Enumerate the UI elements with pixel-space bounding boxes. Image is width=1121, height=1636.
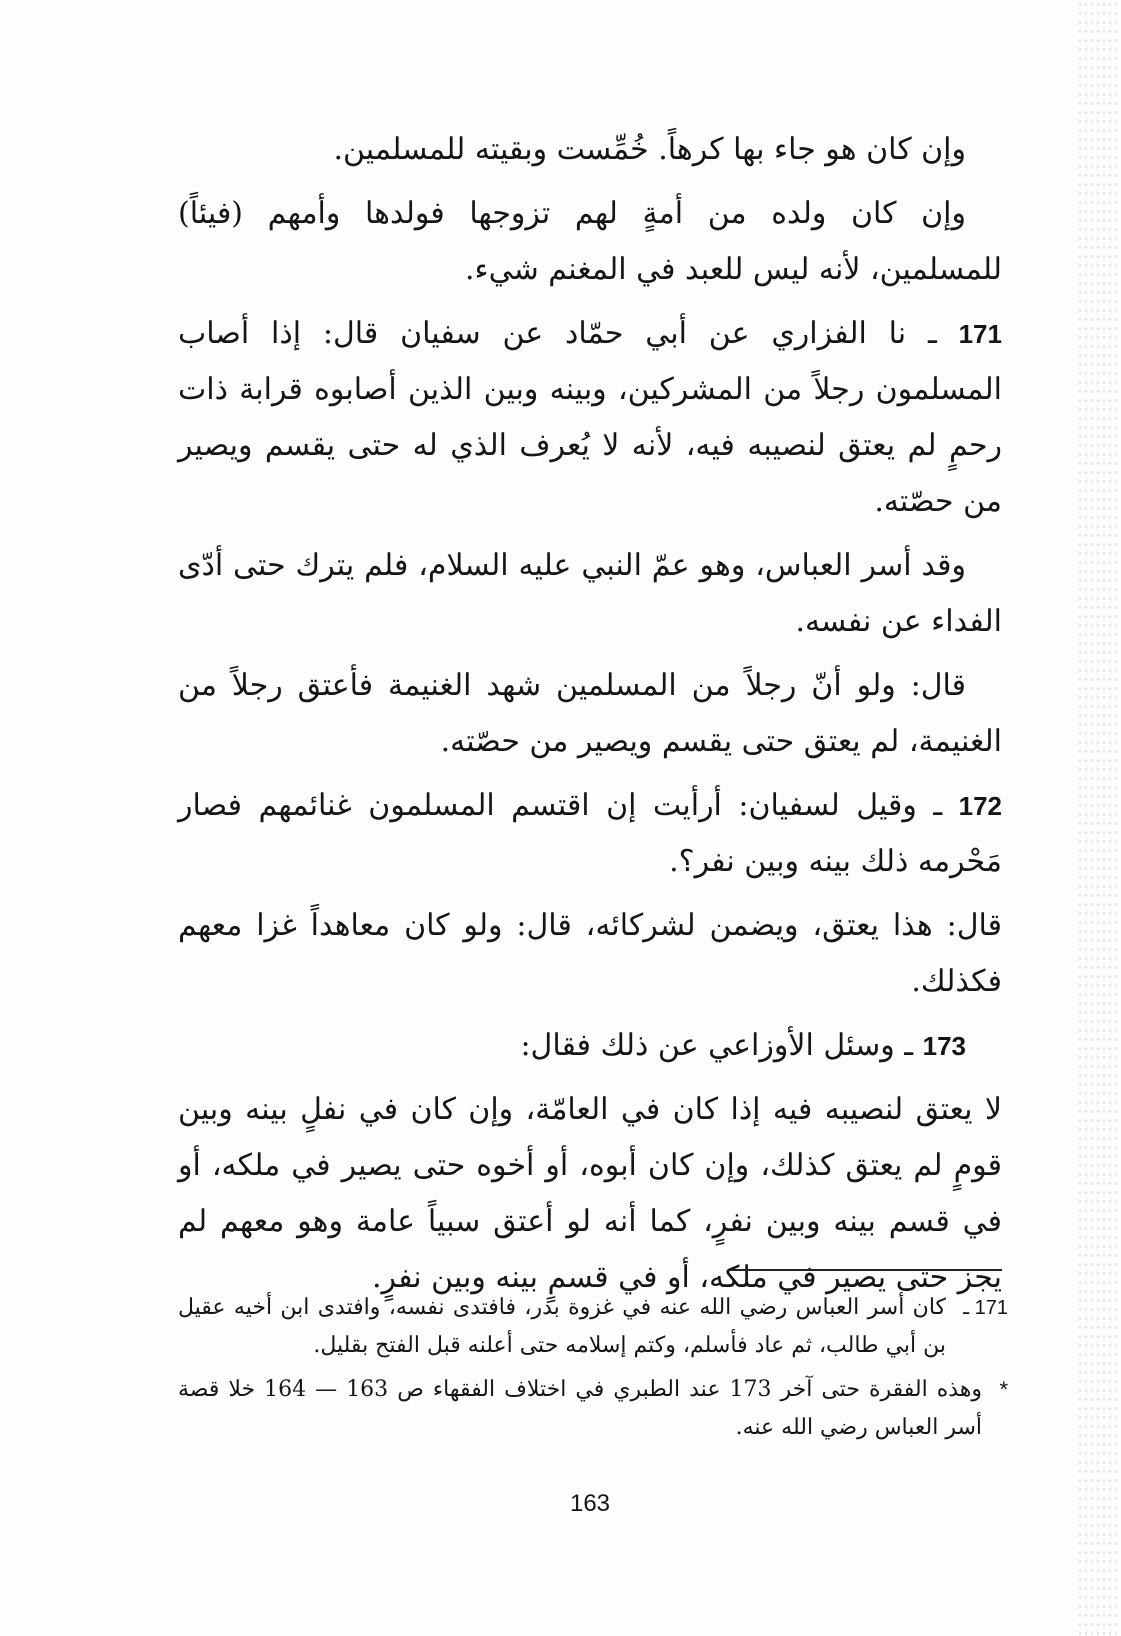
paragraph-173: 173 ـ وسئل الأوزاعي عن ذلك فقال: (520, 1028, 966, 1063)
footnote (178, 1371, 1008, 1447)
footnote-marker: * (999, 1377, 1008, 1402)
footnote (178, 1289, 1008, 1365)
page-number: 163 (569, 1490, 611, 1517)
footnote-marker: 171 ـ (963, 1297, 1008, 1319)
footnote-text: كان أسر العباس رضي الله عنه في غزوة بدر، فافتدى نفسه، وافتدى ابن أخيه عقيل بن أبي طالب، ثم عاد فأسلم، وكتم إسلامه حتى أعلنه قبل الفتح بقليل. (178, 1295, 946, 1358)
footnote-text: وهذه الفقرة حتى آخر 173 عند الطبري في اختلاف الفقهاء ص 163 — 164 خلا قصة أسر العباس رضي الله عنه. (178, 1377, 982, 1440)
paragraph-number: 173 (922, 1031, 966, 1061)
paragraph-171: 171 ـ نا الفزاري عن أبي حمّاد عن سفيان قال: إذا أصاب المسلمون رجلاً من المشركين، وبينه وبين الذين أصابوه قرابة ذات رحمٍ لم يعتق لنصيبه فيه، لأنه لا يُعرف الذي له حتى يقسم ويصير من حصّته. (178, 316, 1002, 519)
footnote-separator (728, 1269, 1002, 1271)
footnotes (178, 1289, 1008, 1453)
paragraph-number: 172 (958, 791, 1002, 821)
paragraph: قال: ولو أنّ رجلاً من المسلمين شهد الغنيمة فأعتق رجلاً من الغنيمة، لم يعتق حتى يقسم ويصير من حصّته. (178, 668, 1002, 759)
paragraph: لا يعتق لنصيبه فيه إذا كان في العامّة، وإن كان في نفلٍ بينه وبين قومٍ لم يعتق كذلك، وإن كان أبوه، أو أخوه حتى يصير في ملكه، أو في قسم بينه وبين نفرٍ، كما أنه لو أعتق سبياً عامة وهو معهم لم يجز حتى يصير في ملكه، أو في قسمٍ بينه وبين نفرٍ. (178, 1092, 1002, 1295)
paragraph-number: 171 (958, 319, 1002, 349)
paragraph: وإن كان ولده من أمةٍ لهم تزوجها فولدها وأمهم (فيئاً) للمسلمين، لأنه ليس للعبد في المغنم شيء. (178, 196, 1002, 287)
scan-edge-speckle (1077, 0, 1121, 1636)
paragraph: قال: هذا يعتق، ويضمن لشركائه، قال: ولو كان معاهداً غزا معهم فكذلك. (178, 908, 1002, 999)
paragraph: وقد أسر العباس، وهو عمّ النبي عليه السلام، فلم يترك حتى أدّى الفداء عن نفسه. (178, 548, 1002, 639)
paragraph-172: 172 ـ وقيل لسفيان: أرأيت إن اقتسم المسلمون غنائمهم فصار مَحْرمه ذلك بينه وبين نفر؟. (178, 788, 1002, 879)
paragraph: وإن كان هو جاء بها كرهاً. خُمِّست وبقيته للمسلمين. (333, 132, 966, 167)
main-text (178, 122, 1002, 1314)
